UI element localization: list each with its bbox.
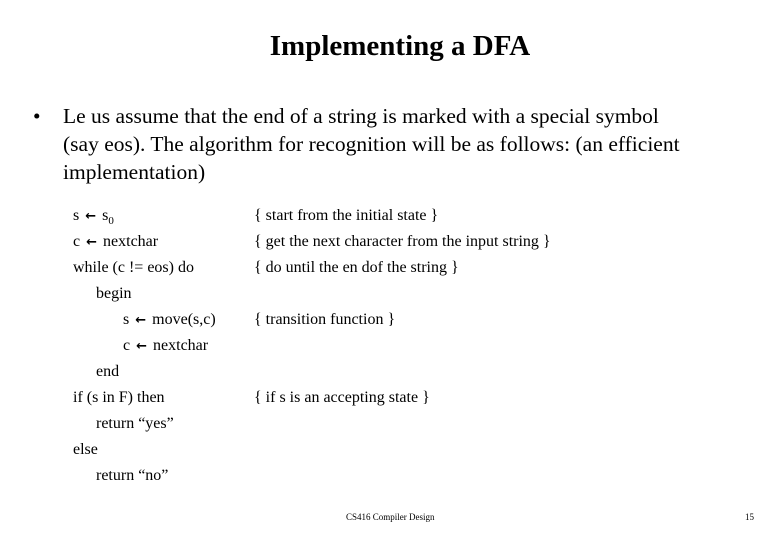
footer-course: CS416 Compiler Design xyxy=(346,512,435,522)
bullet-line-1: Le us assume that the end of a string is marked with a special symbol xyxy=(63,104,659,128)
comment-accept: { if s is an accepting state } xyxy=(254,389,430,406)
code-line-if: if (s in F) then xyxy=(73,389,165,406)
code-s0: $s_0$ xyxy=(102,207,114,228)
comment-start: { start from the initial state } xyxy=(254,207,439,224)
bullet-text xyxy=(63,102,773,186)
code-line-s-init xyxy=(73,206,114,231)
code-line-c-next xyxy=(123,336,208,357)
assign-arrow-icon: ← xyxy=(135,313,147,328)
code-nextchar: nextchar xyxy=(153,337,209,354)
code-var-c: c xyxy=(73,233,81,250)
comment-loop: { do until the en dof the string } xyxy=(254,259,459,276)
code-line-while: while (c != eos) do xyxy=(73,259,194,276)
code-line-return-yes: return “yes” xyxy=(96,415,174,432)
assign-arrow-icon: ← xyxy=(85,209,97,224)
code-line-return-no: return “no” xyxy=(96,467,169,484)
bullet-marker: • xyxy=(33,104,41,128)
assign-arrow-icon: ← xyxy=(136,339,148,354)
code-line-c-init xyxy=(73,232,158,253)
code-nextchar: nextchar xyxy=(103,233,159,250)
code-var-c: c xyxy=(123,337,131,354)
code-move: move(s,c) xyxy=(152,311,216,328)
bullet-line-2: (say eos). The algorithm for recognition will be as follows: (an efficient xyxy=(63,132,680,156)
code-line-else: else xyxy=(73,441,98,458)
code-var-s: s xyxy=(73,207,80,224)
bullet-line-3: implementation) xyxy=(63,160,206,184)
code-line-begin: begin xyxy=(96,285,132,302)
slide-title: Implementing a DFA xyxy=(269,30,531,62)
code-var-s: s xyxy=(123,311,130,328)
code-line-s-move xyxy=(123,310,216,331)
code-line-end: end xyxy=(96,363,120,380)
comment-transition: { transition function } xyxy=(254,311,396,328)
assign-arrow-icon: ← xyxy=(86,235,98,250)
comment-next: { get the next character from the input string } xyxy=(254,233,551,250)
footer-page-number: 15 xyxy=(745,512,754,522)
